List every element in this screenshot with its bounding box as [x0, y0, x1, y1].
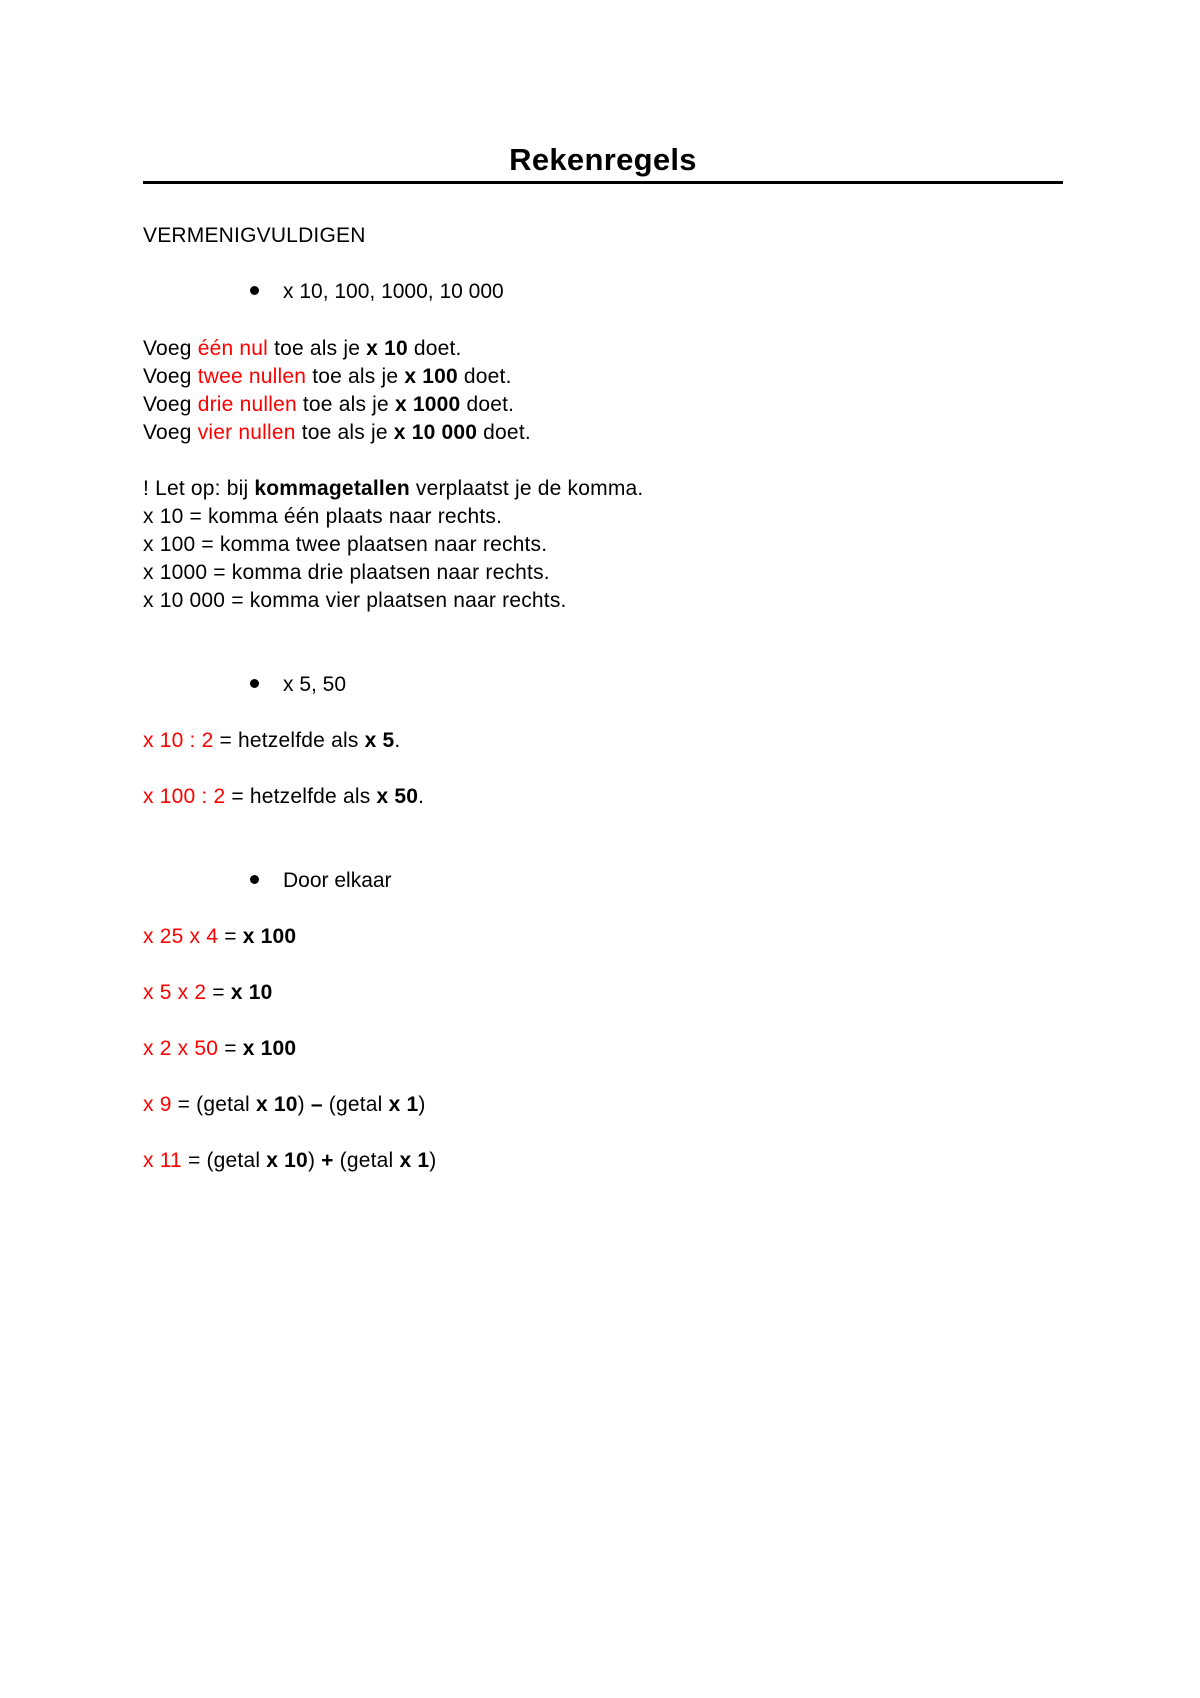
- bold-text: x 100: [242, 1037, 297, 1060]
- highlight-text: x 9: [143, 1093, 172, 1116]
- bold-text: x 100: [242, 925, 297, 948]
- highlight-text: vier nullen: [197, 421, 296, 444]
- text: =: [206, 981, 231, 1004]
- rule-line: [143, 979, 273, 1007]
- highlight-text: twee nullen: [197, 365, 307, 388]
- bold-text: x 10: [255, 1093, 298, 1116]
- text: ): [418, 1093, 426, 1116]
- section-heading: VERMENIGVULDIGEN: [143, 224, 366, 247]
- rule-line: [143, 419, 531, 447]
- text: .: [394, 729, 401, 752]
- comma-rule: x 100 = komma twee plaatsen naar rechts.: [143, 533, 548, 556]
- text: Voeg: [143, 421, 198, 444]
- text: = hetzelfde als: [225, 785, 377, 808]
- bold-text: x 1000: [394, 393, 461, 416]
- rule-line: [143, 1035, 296, 1063]
- bullet-icon: [250, 286, 259, 295]
- rule-line: [143, 1147, 436, 1175]
- bold-text: x 10: [230, 981, 273, 1004]
- bullet-text: Door elkaar: [283, 869, 392, 892]
- rule-line: [143, 1091, 426, 1119]
- text: Voeg: [143, 337, 198, 360]
- title-underline: [143, 181, 1063, 184]
- comma-rule: x 10 = komma één plaats naar rechts.: [143, 505, 503, 528]
- bullet-icon: [250, 679, 259, 688]
- note-line: [143, 475, 643, 503]
- rule-line: [143, 363, 512, 391]
- text: verplaatst je de komma.: [409, 477, 644, 500]
- bold-text: x 1: [388, 1093, 419, 1116]
- bullet-text: x 5, 50: [283, 673, 347, 696]
- bold-text: x 10 000: [393, 421, 478, 444]
- highlight-text: x 10 : 2: [143, 729, 214, 752]
- bold-text: x 5: [364, 729, 395, 752]
- highlight-text: x 25 x 4: [143, 925, 219, 948]
- rule-line: [143, 783, 424, 811]
- rule-line: [143, 923, 296, 951]
- bold-text: kommagetallen: [254, 477, 410, 500]
- text: ! Let op: bij: [143, 477, 255, 500]
- highlight-text: één nul: [197, 337, 269, 360]
- text: doet.: [407, 337, 462, 360]
- text: ): [307, 1149, 322, 1172]
- highlight-text: x 100 : 2: [143, 785, 226, 808]
- operator: –: [310, 1093, 323, 1116]
- text: toe als je: [268, 337, 367, 360]
- highlight-text: x 5 x 2: [143, 981, 207, 1004]
- operator: +: [321, 1149, 334, 1172]
- rule-line: [143, 391, 514, 419]
- text: .: [418, 785, 425, 808]
- text: (getal: [333, 1149, 400, 1172]
- text: = (getal: [181, 1149, 267, 1172]
- text: doet.: [460, 393, 515, 416]
- bold-text: x 10: [366, 337, 408, 360]
- text: toe als je: [296, 393, 395, 416]
- highlight-text: x 11: [143, 1149, 182, 1172]
- rule-line: [143, 335, 462, 363]
- page-title: Rekenregels: [509, 142, 697, 177]
- bold-text: x 10: [266, 1149, 308, 1172]
- comma-rule: x 10 000 = komma vier plaatsen naar rechts.: [143, 589, 567, 612]
- text: doet.: [457, 365, 512, 388]
- bullet-item: [250, 278, 504, 306]
- text: Voeg: [143, 393, 198, 416]
- bold-text: x 1: [399, 1149, 430, 1172]
- bullet-icon: [250, 875, 259, 884]
- bold-text: x 50: [376, 785, 419, 808]
- rule-line: [143, 727, 400, 755]
- text: Voeg: [143, 365, 198, 388]
- text: ): [297, 1093, 311, 1116]
- bullet-item: [250, 671, 346, 699]
- bullet-item: [250, 867, 392, 895]
- bold-text: x 100: [404, 365, 458, 388]
- text: doet.: [477, 421, 531, 444]
- text: = (getal: [171, 1093, 256, 1116]
- text: =: [218, 1037, 243, 1060]
- text: =: [218, 925, 243, 948]
- bullet-text: x 10, 100, 1000, 10 000: [283, 280, 504, 303]
- highlight-text: x 2 x 50: [143, 1037, 219, 1060]
- text: ): [429, 1149, 437, 1172]
- text: (getal: [322, 1093, 389, 1116]
- highlight-text: drie nullen: [197, 393, 297, 416]
- text: toe als je: [295, 421, 394, 444]
- comma-rule: x 1000 = komma drie plaatsen naar rechts.: [143, 561, 550, 584]
- text: = hetzelfde als: [213, 729, 365, 752]
- text: toe als je: [306, 365, 405, 388]
